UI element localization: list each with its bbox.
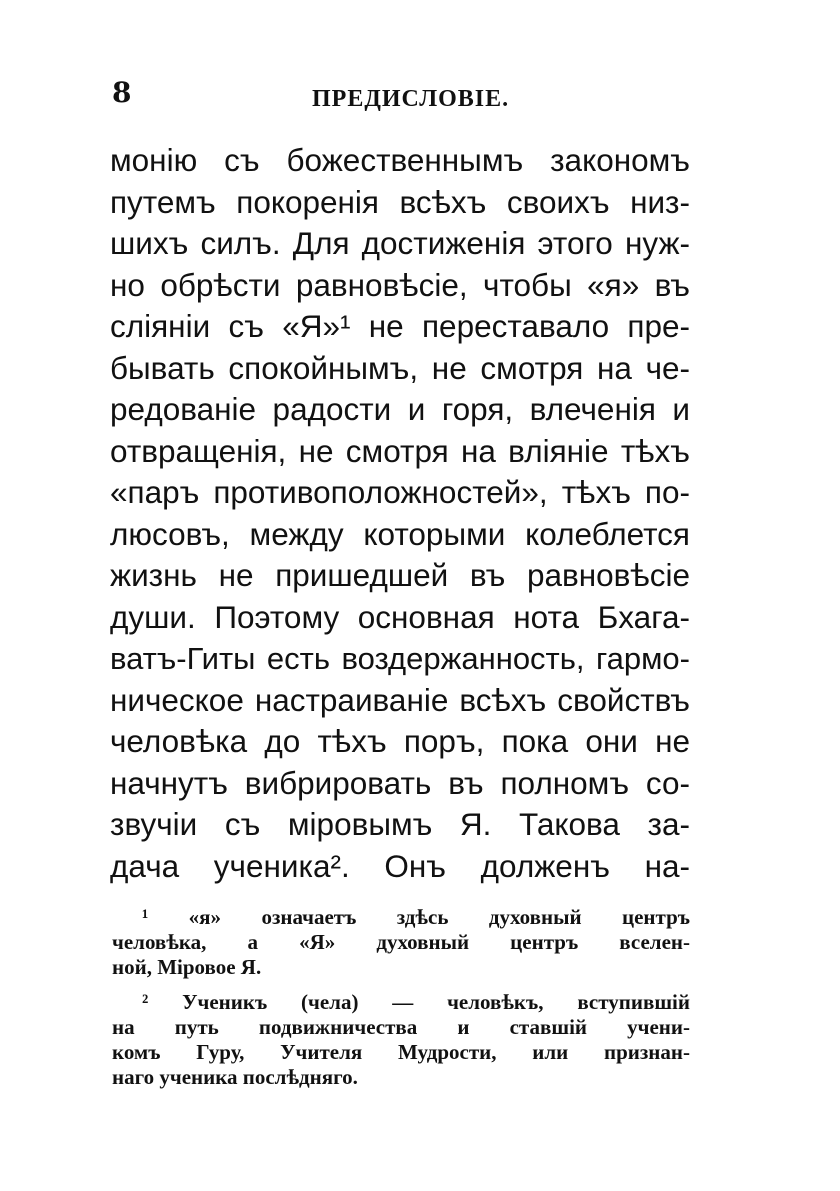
text-line: души. Поэтому основная нота Бхага- bbox=[110, 598, 690, 635]
running-title: ПРЕДИСЛОВІЕ. bbox=[312, 86, 510, 112]
text-line: дача ученика². Онъ долженъ на- bbox=[110, 847, 690, 884]
text-line: отвращенія, не смотря на вліяніе тѣхъ bbox=[110, 432, 690, 469]
footnotes bbox=[112, 905, 690, 1100]
text-line: люсовъ, между которыми колеблется bbox=[110, 515, 690, 552]
page-header bbox=[112, 76, 692, 116]
text-line: но обрѣсти равновѣсіе, чтобы «я» въ bbox=[110, 266, 690, 303]
main-text bbox=[110, 140, 690, 887]
text-line: жизнь не пришедшей въ равновѣсіе bbox=[110, 557, 690, 593]
text-line: звучіи съ міровымъ Я. Такова за- bbox=[110, 806, 690, 842]
page-number: 8 bbox=[112, 76, 132, 109]
footnote-2 bbox=[112, 990, 690, 1090]
text-line: монію съ божественнымъ закономъ bbox=[110, 142, 690, 178]
footnote-line: комъ Гуру, Учителя Мудрости, или признан- bbox=[112, 1040, 690, 1064]
text-line: бывать спокойнымъ, не смотря на че- bbox=[110, 349, 690, 386]
footnote-line: человѣка, а «Я» духовный центръ вселен- bbox=[112, 930, 690, 954]
text-line: человѣка до тѣхъ поръ, пока они не bbox=[110, 723, 690, 759]
text-line: путемъ покоренія всѣхъ своихъ низ- bbox=[110, 183, 690, 220]
text-line: начнутъ вибрировать въ полномъ со- bbox=[110, 764, 690, 801]
text-line: «паръ противоположностей», тѣхъ по- bbox=[110, 474, 690, 510]
text-line: шихъ силъ. Для достиженія этого нуж- bbox=[110, 225, 690, 261]
text-line: редованіе радости и горя, влеченія и bbox=[110, 391, 690, 427]
text-line: ническое настраиваніе всѣхъ свойствъ bbox=[110, 681, 690, 718]
footnote-line: на путь подвижничества и ставшій учени- bbox=[112, 1015, 690, 1039]
footnote-line: ной, Міровое Я. bbox=[112, 955, 262, 979]
text-line: сліяніи съ «Я»¹ не переставало пре- bbox=[110, 308, 690, 344]
text-line: ватъ-Гиты есть воздержанность, гармо- bbox=[110, 641, 690, 676]
footnote-line: ² Ученикъ (чела) — человѣкъ, вступившій bbox=[142, 990, 690, 1014]
footnote-line: ¹ «я» означаетъ здѣсь духовный центръ bbox=[142, 905, 690, 929]
footnote-line: наго ученика послѣдняго. bbox=[112, 1065, 358, 1089]
footnote-1 bbox=[112, 905, 690, 980]
